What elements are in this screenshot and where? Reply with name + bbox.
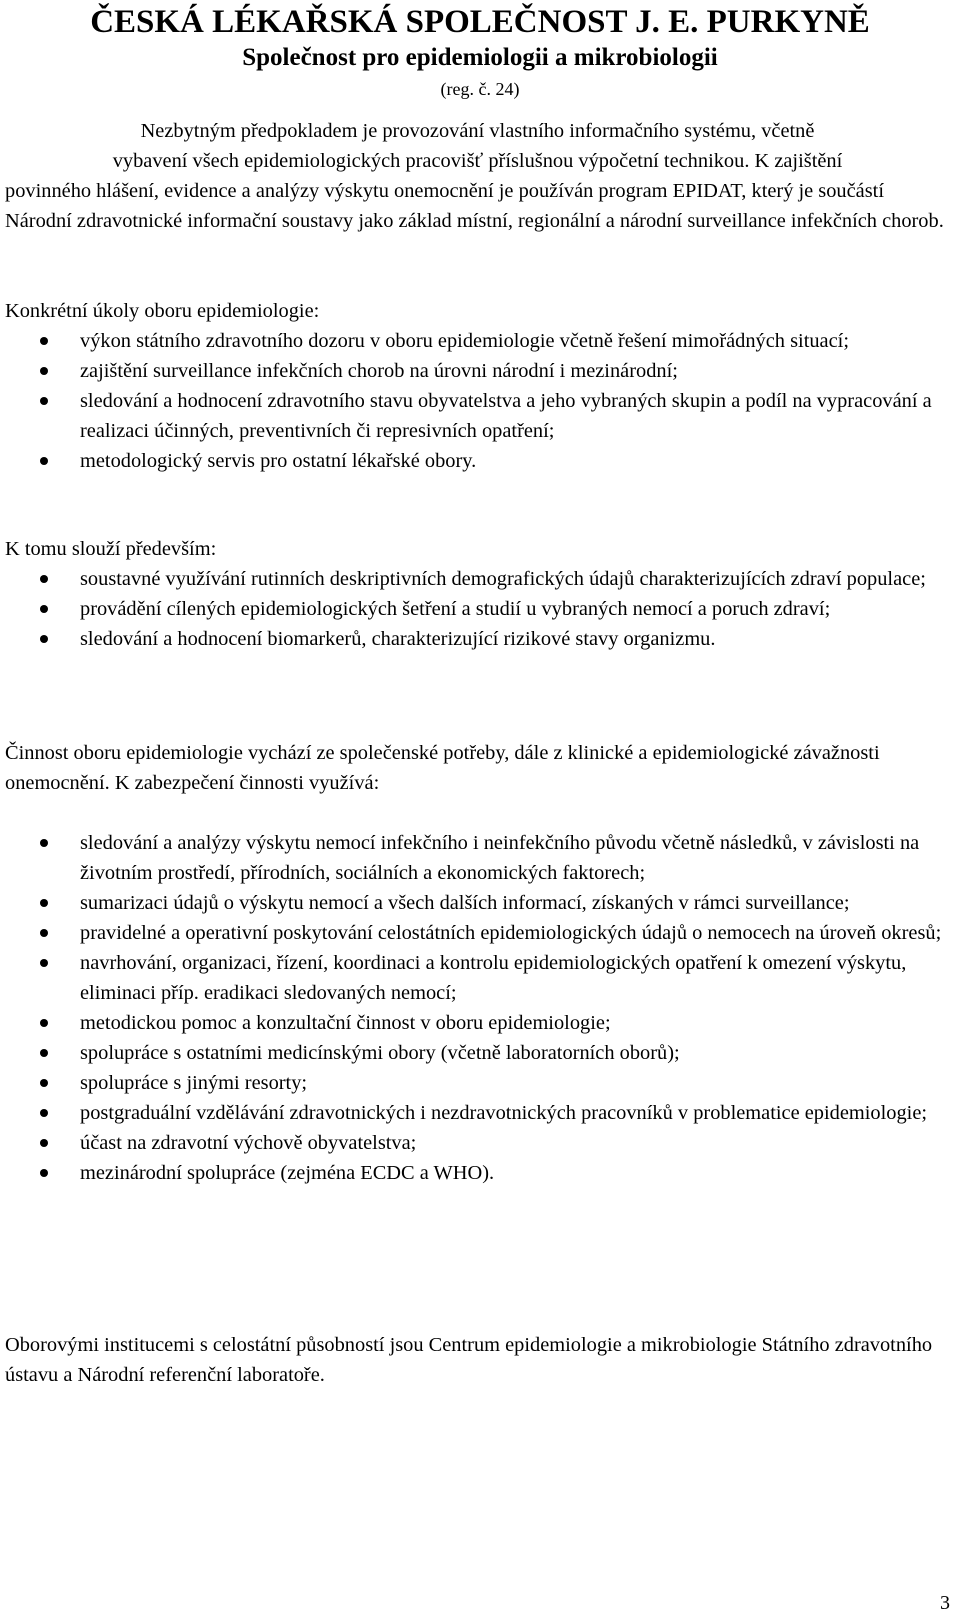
serves-section [5,534,950,654]
list-item: spolupráce s jinými resorty; [5,1068,950,1098]
tasks-heading: Konkrétní úkoly oboru epidemiologie: [5,300,320,322]
closing-section [5,1330,950,1390]
page-number: 3 [940,1592,950,1614]
list-item: výkon státního zdravotního dozoru v oboru epidemiologie včetně řešení mimořádných situací; [5,326,950,356]
list-item: soustavné využívání rutinních deskriptivních demografických údajů charakterizujících zdraví populace; [5,564,950,594]
activity-list [5,828,950,1188]
intro-paragraph [5,116,950,236]
organization-title: ČESKÁ LÉKAŘSKÁ SPOLEČNOST J. E. PURKYNĚ [90,4,870,40]
list-item: metodickou pomoc a konzultační činnost v oboru epidemiologie; [5,1008,950,1038]
list-item: sumarizaci údajů o výskytu nemocí a všech dalších informací, získaných v rámci surveillance; [5,888,950,918]
activity-paragraph: Činnost oboru epidemiologie vychází ze společenské potřeby, dále z klinické a epidemiologické závažnosti onemocnění. K zabezpečení činnosti využívá: [5,742,880,794]
tasks-section [5,296,950,476]
list-item: mezinárodní spolupráce (zejména ECDC a WHO). [5,1158,950,1188]
list-item: pravidelné a operativní poskytování celostátních epidemiologických údajů o nemocech na úroveň okresů; [5,918,950,948]
society-subtitle: Společnost pro epidemiologii a mikrobiologii [242,44,718,71]
list-item: sledování a hodnocení biomarkerů, charakterizující rizikové stavy organizmu. [5,624,950,654]
list-item: navrhování, organizaci, řízení, koordinaci a kontrolu epidemiologických opatření k omezení výskytu, eliminaci příp. eradikaci sledovaných nemocí; [5,948,950,1008]
registration-number: (reg. č. 24) [440,79,520,99]
list-item: sledování a analýzy výskytu nemocí infekčního i neinfekčního původu včetně následků, v závislosti na životním prostředí, přírodních, sociálních a ekonomických faktorech; [5,828,950,888]
intro-line-1: Nezbytným předpokladem je provozování vlastního informačního systému, včetně [140,120,815,142]
list-item: zajištění surveillance infekčních chorob na úrovni národní i mezinárodní; [5,356,950,386]
list-item: metodologický servis pro ostatní lékařské obory. [5,446,950,476]
list-item: účast na zdravotní výchově obyvatelstva; [5,1128,950,1158]
closing-paragraph: Oborovými institucemi s celostátní působností jsou Centrum epidemiologie a mikrobiologie Státního zdravotního ústavu a Národní referenční laboratoře. [5,1334,933,1386]
intro-line-2: vybavení všech epidemiologických pracovišť příslušnou výpočetní technikou. K zajištění [112,150,843,172]
list-item: sledování a hodnocení zdravotního stavu obyvatelstva a jeho vybraných skupin a podíl na vypracování a realizaci účinných, preventivních či represivních opatření; [5,386,950,446]
list-item: postgraduální vzdělávání zdravotnických i nezdravotnických pracovníků v problematice epidemiologie; [5,1098,950,1128]
list-item: provádění cílených epidemiologických šetření a studií u vybraných nemocí a poruch zdraví; [5,594,950,624]
activity-section [5,738,950,1188]
serves-list [5,564,950,654]
list-item: spolupráce s ostatními medicínskými obory (včetně laboratorních oborů); [5,1038,950,1068]
intro-rest: povinného hlášení, evidence a analýzy výskytu onemocnění je používán program EPIDAT, který je součástí Národní zdravotnické informační soustavy jako základ místní, regionální a národní surveillance infekčních chorob. [5,180,944,232]
tasks-list [5,326,950,476]
serves-heading: K tomu slouží především: [5,538,217,560]
